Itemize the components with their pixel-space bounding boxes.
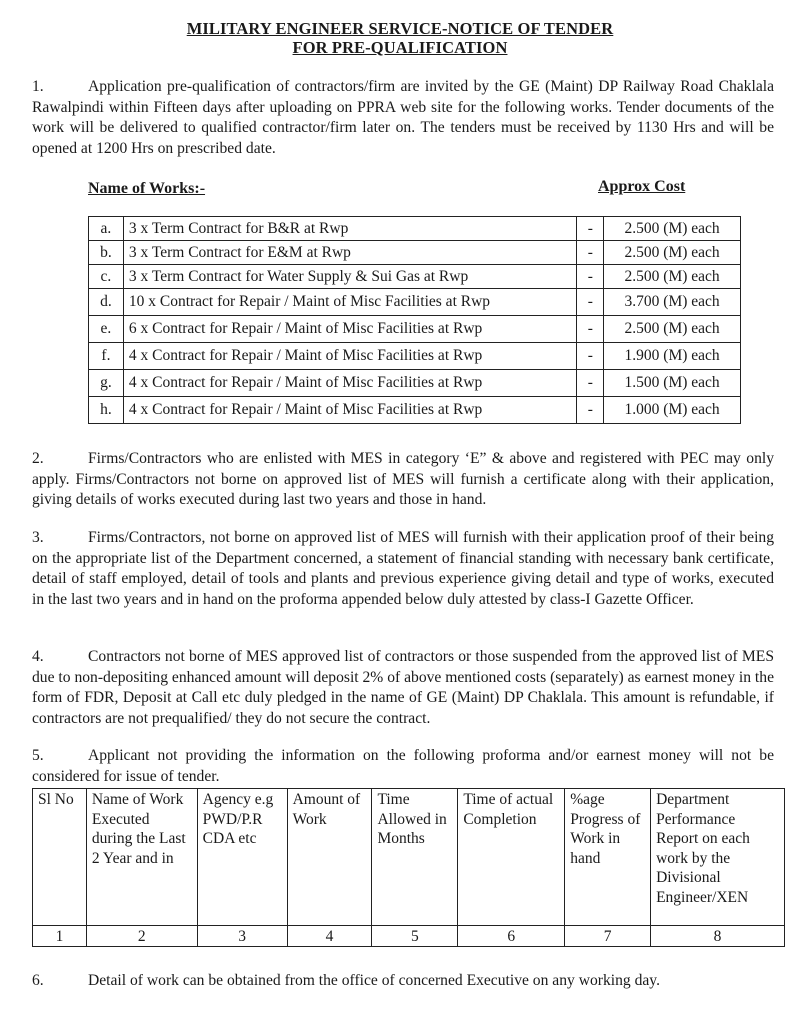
work-name: 10 x Contract for Repair / Maint of Misc Facilities at Rwp bbox=[123, 289, 576, 316]
paragraph-text: Firms/Contractors who are enlisted with MES in category ‘E” & above and registered with PEC may only apply. Firms/Contractors not borne on approved list of MES will furnish a certificate along with their application, giving details of works executed during last two years and those in hand. bbox=[32, 450, 774, 508]
work-serial: d. bbox=[89, 289, 124, 316]
col-header-agency: Agency e.g PWD/P.R CDA etc bbox=[197, 789, 287, 926]
col-number: 4 bbox=[287, 926, 372, 947]
work-cost: 1.500 (M) each bbox=[604, 370, 741, 397]
work-name: 4 x Contract for Repair / Maint of Misc Facilities at Rwp bbox=[123, 343, 576, 370]
work-cost: 1.000 (M) each bbox=[604, 397, 741, 424]
col-number: 1 bbox=[33, 926, 87, 947]
col-header-sl-no: Sl No bbox=[33, 789, 87, 926]
notice-title-line2: FOR PRE-QUALIFICATION bbox=[292, 38, 508, 57]
work-serial: a. bbox=[89, 217, 124, 241]
work-dash: - bbox=[577, 397, 604, 424]
work-serial: b. bbox=[89, 241, 124, 265]
work-cost: 2.500 (M) each bbox=[604, 217, 741, 241]
work-name: 4 x Contract for Repair / Maint of Misc Facilities at Rwp bbox=[123, 397, 576, 424]
paragraph-text: Firms/Contractors, not borne on approved list of MES will furnish with their application proof of their being on the appropriate list of the Department concerned, a statement of financial standing with necessary bank certificate, detail of staff employed, detail of tools and plants and previous experience giving detail and type of works, executed in the last two years and in hand on the proforma appended below duly attested by class-I Gazette Officer. bbox=[32, 529, 774, 608]
col-number: 7 bbox=[565, 926, 651, 947]
work-dash: - bbox=[577, 370, 604, 397]
table-row bbox=[89, 241, 741, 265]
work-dash: - bbox=[577, 343, 604, 370]
work-cost: 2.500 (M) each bbox=[604, 241, 741, 265]
work-serial: c. bbox=[89, 265, 124, 289]
work-cost: 3.700 (M) each bbox=[604, 289, 741, 316]
paragraph-4 bbox=[32, 647, 774, 729]
col-number: 3 bbox=[197, 926, 287, 947]
work-name: 3 x Term Contract for Water Supply & Sui Gas at Rwp bbox=[123, 265, 576, 289]
proforma-table bbox=[32, 788, 785, 947]
paragraph-number: 5. bbox=[32, 747, 44, 764]
paragraph-number: 1. bbox=[32, 78, 44, 95]
paragraph-number: 3. bbox=[32, 529, 44, 546]
work-cost: 2.500 (M) each bbox=[604, 265, 741, 289]
work-cost: 2.500 (M) each bbox=[604, 316, 741, 343]
table-row bbox=[89, 316, 741, 343]
col-header-time-allowed: Time Allowed in Months bbox=[372, 789, 458, 926]
work-name: 3 x Term Contract for E&M at Rwp bbox=[123, 241, 576, 265]
notice-title-line1: MILITARY ENGINEER SERVICE-NOTICE OF TENDER bbox=[186, 19, 614, 38]
paragraph-2 bbox=[32, 449, 774, 511]
work-cost: 1.900 (M) each bbox=[604, 343, 741, 370]
col-number: 2 bbox=[86, 926, 197, 947]
table-row bbox=[89, 265, 741, 289]
col-header-amount: Amount of Work bbox=[287, 789, 372, 926]
table-row bbox=[89, 370, 741, 397]
col-number: 5 bbox=[372, 926, 458, 947]
work-dash: - bbox=[577, 217, 604, 241]
work-dash: - bbox=[577, 265, 604, 289]
work-dash: - bbox=[577, 316, 604, 343]
name-of-works-heading: Name of Works:- bbox=[88, 180, 206, 197]
work-serial: h. bbox=[89, 397, 124, 424]
paragraph-text: Applicant not providing the information on the following proforma and/or earnest money will not be considered for issue of tender. bbox=[32, 747, 774, 785]
paragraph-number: 4. bbox=[32, 648, 44, 665]
work-serial: g. bbox=[89, 370, 124, 397]
paragraph-text: Contractors not borne of MES approved list of contractors or those suspended from the approved list of MES due to non-depositing enhanced amount will deposit 2% of above mentioned costs (separately) as earnest money in the form of FDR, Deposit at Call etc duly pledged in the name of GE (Maint) DP Chaklala. This amount is refundable, if contractors are not prequalified/ they do not secure the contract. bbox=[32, 648, 774, 727]
paragraph-number: 2. bbox=[32, 450, 44, 467]
work-dash: - bbox=[577, 241, 604, 265]
paragraph-6 bbox=[32, 971, 774, 992]
approx-cost-heading: Approx Cost bbox=[598, 178, 686, 195]
col-number: 8 bbox=[651, 926, 785, 947]
col-header-progress: %age Progress of Work in hand bbox=[565, 789, 651, 926]
work-dash: - bbox=[577, 289, 604, 316]
col-header-performance-report: Department Performance Report on each work by the Divisional Engineer/XEN bbox=[651, 789, 785, 926]
proforma-number-row bbox=[33, 926, 785, 947]
col-number: 6 bbox=[458, 926, 565, 947]
work-serial: e. bbox=[89, 316, 124, 343]
work-serial: f. bbox=[89, 343, 124, 370]
work-name: 3 x Term Contract for B&R at Rwp bbox=[123, 217, 576, 241]
col-header-time-actual: Time of actual Completion bbox=[458, 789, 565, 926]
table-row bbox=[89, 343, 741, 370]
work-name: 4 x Contract for Repair / Maint of Misc Facilities at Rwp bbox=[123, 370, 576, 397]
proforma-header-row bbox=[33, 789, 785, 926]
table-row bbox=[89, 289, 741, 316]
paragraph-3 bbox=[32, 528, 774, 610]
paragraph-5 bbox=[32, 746, 774, 787]
paragraph-text: Application pre-qualification of contractors/firm are invited by the GE (Maint) DP Railway Road Chaklala Rawalpindi within Fifteen days after uploading on PPRA web site for the following works. Tender documents of the work will be delivered to qualified contractor/firm later on. The tenders must be received by 1130 Hrs and will be opened at 1200 Hrs on prescribed date. bbox=[32, 78, 774, 157]
works-table bbox=[88, 216, 741, 424]
table-row bbox=[89, 397, 741, 424]
table-row bbox=[89, 217, 741, 241]
paragraph-text: Detail of work can be obtained from the office of concerned Executive on any working day. bbox=[88, 972, 660, 989]
col-header-name-of-work: Name of Work Executed during the Last 2 Year and in bbox=[86, 789, 197, 926]
work-name: 6 x Contract for Repair / Maint of Misc Facilities at Rwp bbox=[123, 316, 576, 343]
paragraph-1 bbox=[32, 77, 774, 159]
paragraph-number: 6. bbox=[32, 972, 44, 989]
